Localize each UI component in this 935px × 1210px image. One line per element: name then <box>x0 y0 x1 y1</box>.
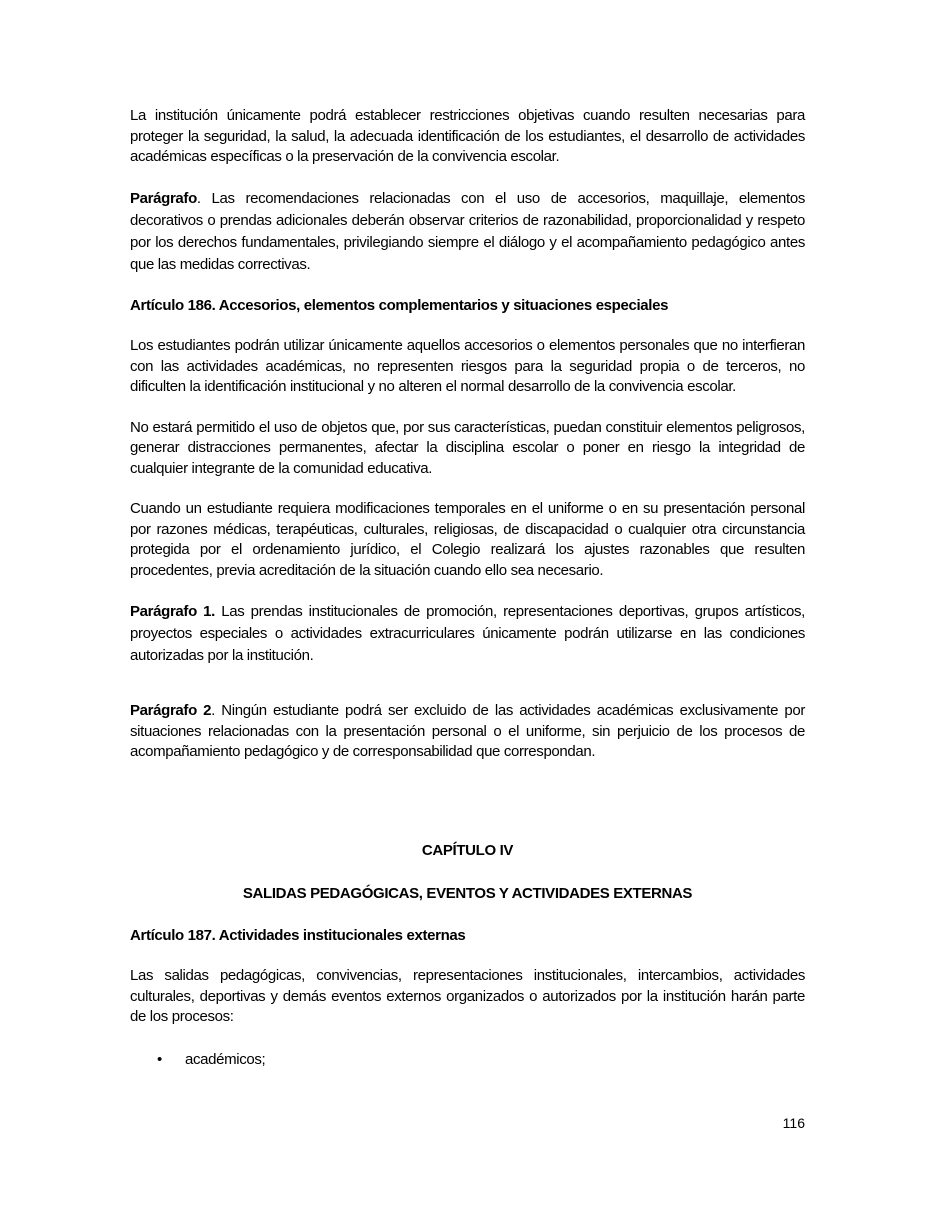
page-number: 116 <box>782 1115 805 1131</box>
paragraph-label: Parágrafo 1. <box>130 603 215 620</box>
list-item-text: académicos; <box>185 1050 266 1068</box>
paragraph-label: Parágrafo 2 <box>130 702 212 719</box>
chapter-title: CAPÍTULO IV <box>421 841 514 859</box>
paragraph-paragrafo-1 <box>130 601 805 667</box>
list-item <box>130 1050 805 1071</box>
article-186-heading: Artículo 186. Accesorios, elementos complementarios y situaciones especiales <box>130 296 669 314</box>
paragraph-paragrafo-2 <box>130 701 805 763</box>
page-content <box>130 106 805 1070</box>
paragraph-salidas: Las salidas pedagógicas, convivencias, representaciones institucionales, intercambios, actividades culturales, deportivas y demás eventos externos organizados o autorizados por la institución harán parte de los procesos: <box>130 967 805 1025</box>
chapter-subtitle: SALIDAS PEDAGÓGICAS, EVENTOS Y ACTIVIDADES EXTERNAS <box>242 885 693 902</box>
paragraph-paragrafo <box>130 188 805 276</box>
bullet-list <box>130 1050 805 1071</box>
paragraph-objetos-peligrosos: No estará permitido el uso de objetos que, por sus características, puedan constituir elementos peligrosos, generar distracciones permanentes, afectar la disciplina escolar o poner en riesgo la integridad de cualquier integrante de la comunidad educativa. <box>130 418 805 477</box>
paragraph-body: . Las recomendaciones relacionadas con el uso de accesorios, maquillaje, elementos decorativos o prendas adicionales deberán observar criterios de razonabilidad, proporcionalidad y respeto por los derechos fundamentales, privilegiando siempre el diálogo y el acompañamiento pedagógico antes que las medidas correctivas. <box>130 189 805 273</box>
paragraph-body: Las prendas institucionales de promoción, representaciones deportivas, grupos artísticos, proyectos especiales o actividades extracurriculares únicamente podrán utilizarse en las condiciones autorizadas por la institución. <box>130 603 805 664</box>
paragraph-body: . Ningún estudiante podrá ser excluido de las actividades académicas exclusivamente por situaciones relacionadas con la presentación personal o el uniforme, sin perjuicio de los procesos de acompañamiento pedagógico y de corresponsabilidad que correspondan. <box>130 702 805 760</box>
paragraph-accesorios: Los estudiantes podrán utilizar únicamente aquellos accesorios o elementos personales que no interfieran con las actividades académicas, no representen riesgos para la seguridad propia o de terceros, no dificulten la identificación institucional y no alteren el normal desarrollo de la convivencia escolar. <box>130 337 805 395</box>
paragraph-modificaciones: Cuando un estudiante requiera modificaciones temporales en el uniforme o en su presentación personal por razones médicas, terapéuticas, culturales, religiosas, de discapacidad o cualquier otra circunstancia protegida por el ordenamiento jurídico, el Colegio realizará los ajustes razonables que resulten procedentes, previa acreditación de la situación cuando ello sea necesario. <box>130 500 805 579</box>
article-187-heading: Artículo 187. Actividades institucionales externas <box>130 926 466 944</box>
paragraph-restricciones: La institución únicamente podrá establecer restricciones objetivas cuando resulten necesarias para proteger la seguridad, la salud, la adecuada identificación de los estudiantes, el desarrollo de actividades académicas específicas o la preservación de la convivencia escolar. <box>130 107 805 165</box>
bullet-icon: • <box>157 1050 162 1068</box>
paragraph-label: Parágrafo <box>130 189 197 207</box>
